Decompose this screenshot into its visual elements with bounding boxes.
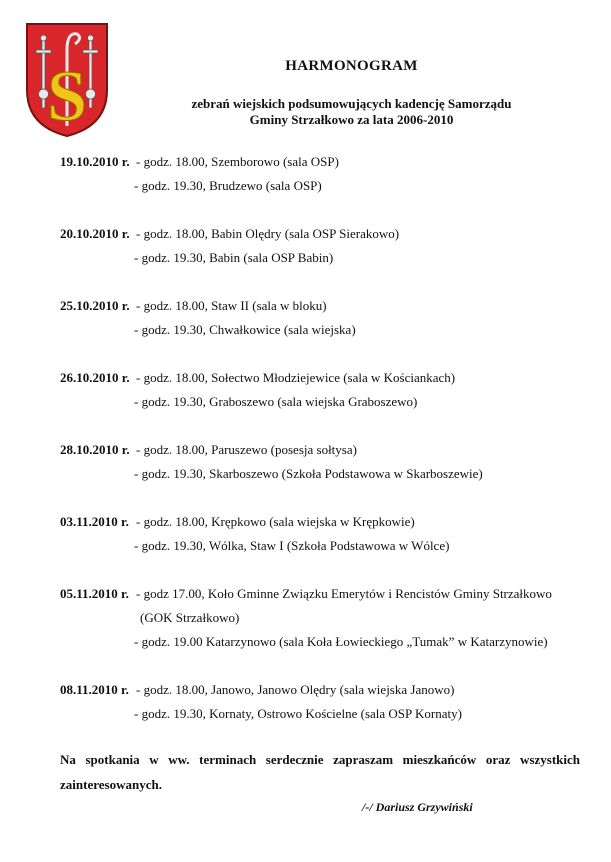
meeting-date: 03.11.2010 r. — [60, 514, 129, 529]
schedule-entry: - godz. 19.30, Babin (sala OSP Babin) — [134, 250, 334, 265]
document-title: HARMONOGRAM — [285, 58, 418, 74]
document-subtitle — [0, 96, 611, 128]
schedule-entry: - godz. 19.30, Graboszewo (sala wiejska Graboszewo) — [134, 394, 418, 409]
meeting-date: 26.10.2010 r. — [60, 370, 130, 385]
schedule-day — [60, 582, 590, 654]
meeting-schedule — [60, 150, 590, 750]
schedule-entry: - godz. 19.30, Kornaty, Ostrowo Kościelne (sala OSP Kornaty) — [134, 706, 462, 721]
schedule-entry: 25.10.2010 r. - godz. 18.00, Staw II (sala w bloku) — [60, 294, 590, 318]
schedule-day — [60, 678, 590, 726]
schedule-entry: - godz. 19.30, Wólka, Staw I (Szkoła Podstawowa w Wólce) — [134, 538, 450, 553]
schedule-day — [60, 294, 590, 342]
schedule-entry: 26.10.2010 r. - godz. 18.00, Sołectwo Młodziejewice (sala w Kościankach) — [60, 366, 590, 390]
meeting-date: 28.10.2010 r. — [60, 442, 130, 457]
schedule-entry: 19.10.2010 r. - godz. 18.00, Szemborowo (sala OSP) — [60, 150, 590, 174]
closing-invitation: Na spotkania w ww. terminach serdecznie zapraszam mieszkańców oraz wszystkich zainteresowanych. — [60, 752, 580, 792]
subtitle-line: Gminy Strzałkowo za lata 2006-2010 — [249, 112, 454, 127]
signature: /-/ Dariusz Grzywiński — [362, 800, 473, 814]
meeting-date: 05.11.2010 r. — [60, 586, 129, 601]
schedule-day — [60, 510, 590, 558]
meeting-date: 20.10.2010 r. — [60, 226, 130, 241]
schedule-day — [60, 150, 590, 198]
schedule-day — [60, 366, 590, 414]
schedule-entry: - godz. 19.30, Skarboszewo (Szkoła Podstawowa w Skarboszewie) — [134, 466, 483, 481]
meeting-date: 19.10.2010 r. — [60, 154, 130, 169]
meeting-date: 08.11.2010 r. — [60, 682, 129, 697]
schedule-entry: 03.11.2010 r. - godz. 18.00, Krępkowo (sala wiejska w Krępkowie) — [60, 510, 590, 534]
schedule-entry: 20.10.2010 r. - godz. 18.00, Babin Olędry (sala OSP Sierakowo) — [60, 222, 590, 246]
schedule-day — [60, 222, 590, 270]
svg-text:S: S — [46, 56, 88, 136]
schedule-entry: - godz. 19.30, Chwałkowice (sala wiejska) — [134, 322, 356, 337]
meeting-date: 25.10.2010 r. — [60, 298, 130, 313]
schedule-entry-continuation: (GOK Strzałkowo) — [140, 610, 240, 625]
schedule-entry: - godz. 19.30, Brudzewo (sala OSP) — [134, 178, 322, 193]
schedule-entry: 05.11.2010 r. - godz 17.00, Koło Gminne Związku Emerytów i Rencistów Gminy Strzałkowo — [60, 582, 590, 606]
schedule-day — [60, 438, 590, 486]
schedule-entry: - godz. 19.00 Katarzynowo (sala Koła Łowieckiego „Tumak” w Katarzynowie) — [134, 634, 548, 649]
schedule-entry: 08.11.2010 r. - godz. 18.00, Janowo, Janowo Olędry (sala wiejska Janowo) — [60, 678, 590, 702]
schedule-entry: 28.10.2010 r. - godz. 18.00, Paruszewo (posesja sołtysa) — [60, 438, 590, 462]
subtitle-line: zebrań wiejskich podsumowujących kadencję Samorządu — [191, 96, 512, 111]
